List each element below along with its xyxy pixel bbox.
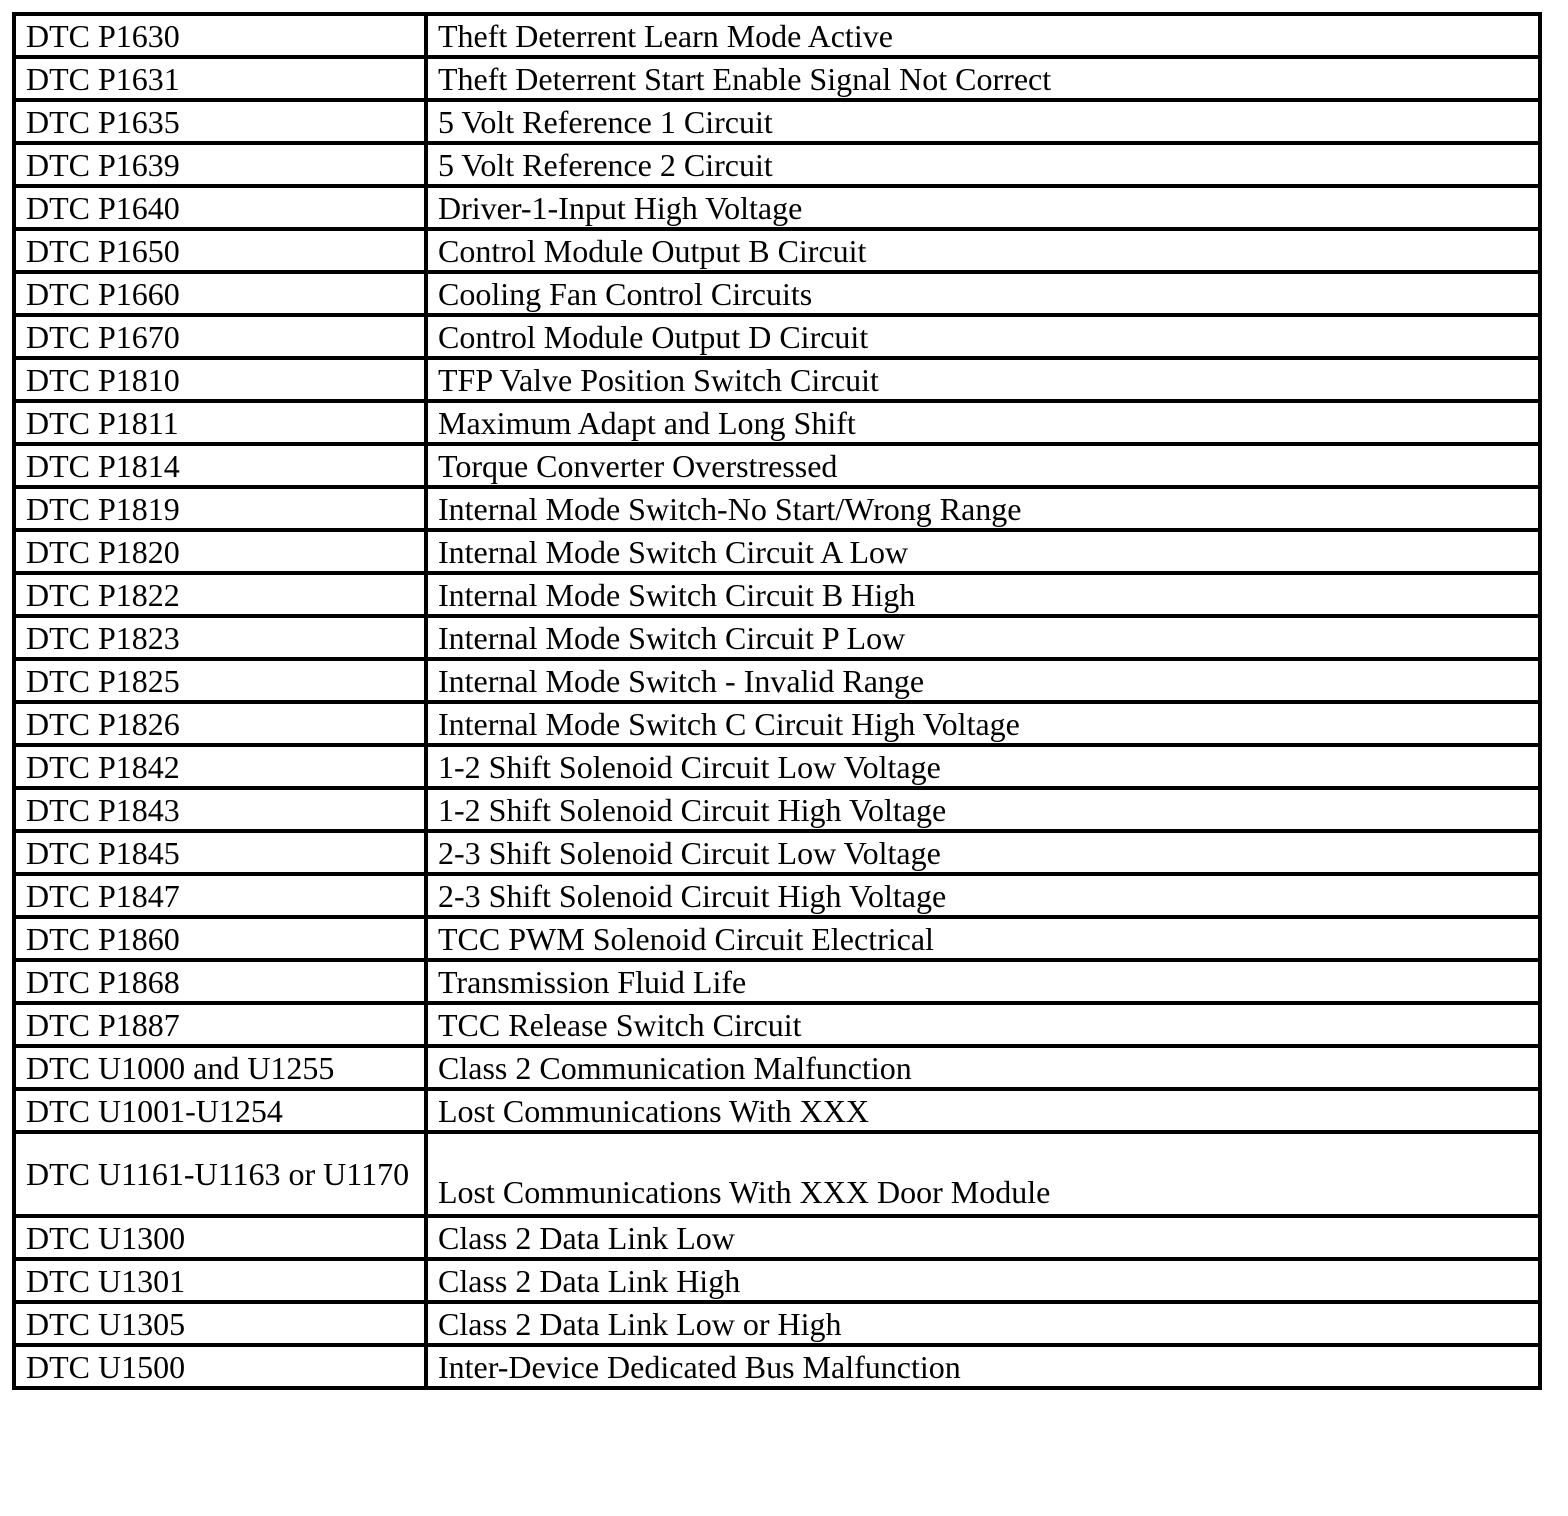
dtc-code-cell: DTC P1842 (14, 745, 426, 788)
dtc-description-cell: TFP Valve Position Switch Circuit (426, 358, 1540, 401)
dtc-code-cell: DTC P1822 (14, 573, 426, 616)
table-row (14, 358, 1540, 401)
table-row (14, 487, 1540, 530)
dtc-description-cell: Driver-1-Input High Voltage (426, 186, 1540, 229)
dtc-description-cell: Control Module Output D Circuit (426, 315, 1540, 358)
dtc-description-cell: Internal Mode Switch Circuit B High (426, 573, 1540, 616)
dtc-code-cell: DTC P1639 (14, 143, 426, 186)
table-row (14, 702, 1540, 745)
dtc-description-cell: TCC Release Switch Circuit (426, 1003, 1540, 1046)
table-row (14, 1003, 1540, 1046)
dtc-code-cell: DTC P1845 (14, 831, 426, 874)
dtc-code-cell: DTC P1814 (14, 444, 426, 487)
dtc-code-cell: DTC P1640 (14, 186, 426, 229)
table-row (14, 573, 1540, 616)
dtc-description-cell: 2-3 Shift Solenoid Circuit Low Voltage (426, 831, 1540, 874)
dtc-code-cell: DTC U1300 (14, 1216, 426, 1259)
table-row (14, 616, 1540, 659)
dtc-code-cell: DTC U1001-U1254 (14, 1089, 426, 1132)
table-row (14, 315, 1540, 358)
dtc-code-cell: DTC U1500 (14, 1345, 426, 1388)
dtc-code-cell: DTC U1000 and U1255 (14, 1046, 426, 1089)
table-row (14, 57, 1540, 100)
dtc-description-cell: Lost Communications With XXX (426, 1089, 1540, 1132)
table-row (14, 659, 1540, 702)
dtc-description-cell: 1-2 Shift Solenoid Circuit Low Voltage (426, 745, 1540, 788)
dtc-description-cell: Control Module Output B Circuit (426, 229, 1540, 272)
dtc-code-cell: DTC U1301 (14, 1259, 426, 1302)
dtc-description-cell: 5 Volt Reference 1 Circuit (426, 100, 1540, 143)
dtc-code-cell: DTC P1811 (14, 401, 426, 444)
dtc-description-cell: Transmission Fluid Life (426, 960, 1540, 1003)
dtc-description-cell: Class 2 Data Link High (426, 1259, 1540, 1302)
table-row (14, 1132, 1540, 1216)
dtc-description-cell: 1-2 Shift Solenoid Circuit High Voltage (426, 788, 1540, 831)
dtc-description-cell: Torque Converter Overstressed (426, 444, 1540, 487)
dtc-code-cell: DTC P1823 (14, 616, 426, 659)
table-row (14, 401, 1540, 444)
table-row (14, 1259, 1540, 1302)
dtc-table (12, 12, 1542, 1390)
dtc-code-cell: DTC P1847 (14, 874, 426, 917)
dtc-description-cell: 5 Volt Reference 2 Circuit (426, 143, 1540, 186)
table-row (14, 100, 1540, 143)
table-row (14, 1089, 1540, 1132)
table-row (14, 960, 1540, 1003)
dtc-description-cell: Class 2 Data Link Low (426, 1216, 1540, 1259)
dtc-code-cell: DTC P1670 (14, 315, 426, 358)
dtc-code-cell: DTC P1631 (14, 57, 426, 100)
dtc-code-cell: DTC P1887 (14, 1003, 426, 1046)
dtc-description-cell: TCC PWM Solenoid Circuit Electrical (426, 917, 1540, 960)
dtc-description-cell: Internal Mode Switch Circuit A Low (426, 530, 1540, 573)
table-row (14, 229, 1540, 272)
dtc-description-cell: Cooling Fan Control Circuits (426, 272, 1540, 315)
dtc-code-cell: DTC P1810 (14, 358, 426, 401)
table-row (14, 530, 1540, 573)
dtc-code-cell: DTC U1305 (14, 1302, 426, 1345)
table-row (14, 1302, 1540, 1345)
table-row (14, 917, 1540, 960)
dtc-description-cell: Inter-Device Dedicated Bus Malfunction (426, 1345, 1540, 1388)
table-row (14, 14, 1540, 57)
dtc-description-cell: Internal Mode Switch-No Start/Wrong Range (426, 487, 1540, 530)
dtc-code-cell: DTC P1843 (14, 788, 426, 831)
dtc-code-cell: DTC P1868 (14, 960, 426, 1003)
dtc-code-cell: DTC P1635 (14, 100, 426, 143)
table-row (14, 1216, 1540, 1259)
dtc-description-cell: Theft Deterrent Start Enable Signal Not Correct (426, 57, 1540, 100)
dtc-description-cell: Lost Communications With XXX Door Module (426, 1132, 1540, 1216)
table-row (14, 745, 1540, 788)
dtc-description-cell: Maximum Adapt and Long Shift (426, 401, 1540, 444)
dtc-description-cell: 2-3 Shift Solenoid Circuit High Voltage (426, 874, 1540, 917)
table-row (14, 874, 1540, 917)
dtc-code-cell: DTC P1825 (14, 659, 426, 702)
dtc-code-cell: DTC P1819 (14, 487, 426, 530)
dtc-code-cell: DTC P1826 (14, 702, 426, 745)
dtc-table-body (14, 14, 1540, 1388)
table-row (14, 831, 1540, 874)
dtc-description-cell: Class 2 Communication Malfunction (426, 1046, 1540, 1089)
dtc-code-cell: DTC P1630 (14, 14, 426, 57)
table-row (14, 143, 1540, 186)
dtc-description-cell: Internal Mode Switch Circuit P Low (426, 616, 1540, 659)
dtc-code-cell: DTC P1650 (14, 229, 426, 272)
table-row (14, 272, 1540, 315)
dtc-description-cell: Internal Mode Switch - Invalid Range (426, 659, 1540, 702)
dtc-code-cell: DTC U1161-U1163 or U1170 (14, 1132, 426, 1216)
table-row (14, 788, 1540, 831)
table-row (14, 186, 1540, 229)
table-row (14, 1046, 1540, 1089)
dtc-description-cell: Internal Mode Switch C Circuit High Voltage (426, 702, 1540, 745)
dtc-code-cell: DTC P1860 (14, 917, 426, 960)
table-row (14, 444, 1540, 487)
table-row (14, 1345, 1540, 1388)
dtc-description-cell: Theft Deterrent Learn Mode Active (426, 14, 1540, 57)
dtc-code-cell: DTC P1820 (14, 530, 426, 573)
dtc-description-cell: Class 2 Data Link Low or High (426, 1302, 1540, 1345)
dtc-code-cell: DTC P1660 (14, 272, 426, 315)
